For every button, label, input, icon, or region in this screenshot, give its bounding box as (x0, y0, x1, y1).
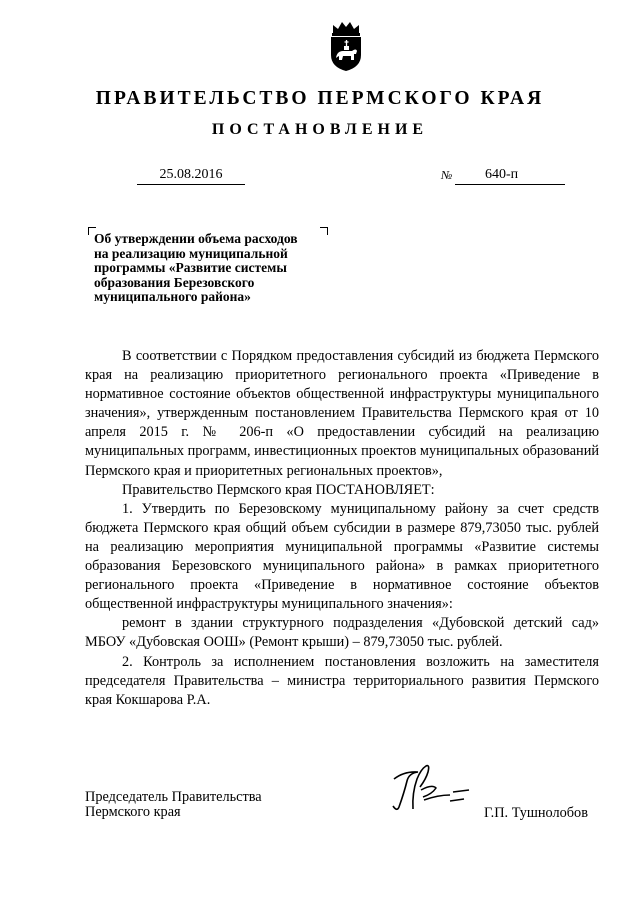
document-body (85, 347, 599, 710)
clause-2-paragraph: 2. Контроль за исполнением постановления возложить на заместителя председателя Правительства – министра территориального развития Пермского края Кокшарова Р.А. (85, 653, 599, 708)
subject-line: на реализацию муниципальной (94, 245, 288, 261)
number-sign: № (441, 168, 453, 182)
document-date: 25.08.2016 (137, 165, 245, 185)
clause-1-paragraph: 1. Утвердить по Березовскому муниципальному району за счет средств бюджета Пермского края общий объем субсидии в размере 879,73050 тыс. рублей на реализацию мероприятия муниципальной программы «Развитие системы образования Березовского муниципального района» в рамках приоритетного регионального проекта «Приведение в нормативное состояние объектов общественной инфраструктуры муниципального значения»: (85, 500, 599, 613)
subject-line: Об утверждении объема расходов (94, 231, 298, 246)
handwritten-signature-icon (380, 757, 475, 815)
subject-line: образования Березовского (94, 274, 255, 290)
government-title: ПРАВИТЕЛЬСТВО ПЕРМСКОГО КРАЯ (95, 88, 545, 109)
subject-text (94, 232, 326, 305)
coat-of-arms-icon (327, 20, 365, 72)
signer-name: Г.П. Тушнолобов (484, 805, 588, 821)
resolution-paragraph: Правительство Пермского края ПОСТАНОВЛЯЕТ: (122, 481, 435, 498)
preamble-paragraph: В соответствии с Порядком предоставления субсидий из бюджета Пермского края на реализацию приоритетного регионального проекта «Приведение в нормативное состояние объектов общественной инфраструктуры муниципального значения», утвержденным постановлением Правительства Пермского края от 10 апреля 2015 г. № 206-п «О предоставлении субсидий на реализацию муниципальных программ, инвестиционных проектов муниципальных образований Пермского края и приоритетных региональных проектов», (85, 348, 599, 479)
signer-position-line: Пермского края (85, 804, 181, 820)
clause-1-item-paragraph: ремонт в здании структурного подразделения «Дубовской детский сад» МБОУ «Дубовская ООШ» (Ремонт крыши) – 879,73050 тыс. рублей. (85, 615, 599, 651)
signer-position-line: Председатель Правительства (85, 789, 262, 805)
document-number: 640-п (485, 167, 519, 182)
subject-line: муниципального района» (94, 289, 251, 304)
subject-block (88, 227, 328, 307)
document-number-field (455, 165, 565, 185)
signer-position (85, 790, 262, 820)
document-type: ПОСТАНОВЛЕНИЕ (211, 121, 429, 138)
subject-line: программы «Развитие системы (94, 260, 287, 275)
